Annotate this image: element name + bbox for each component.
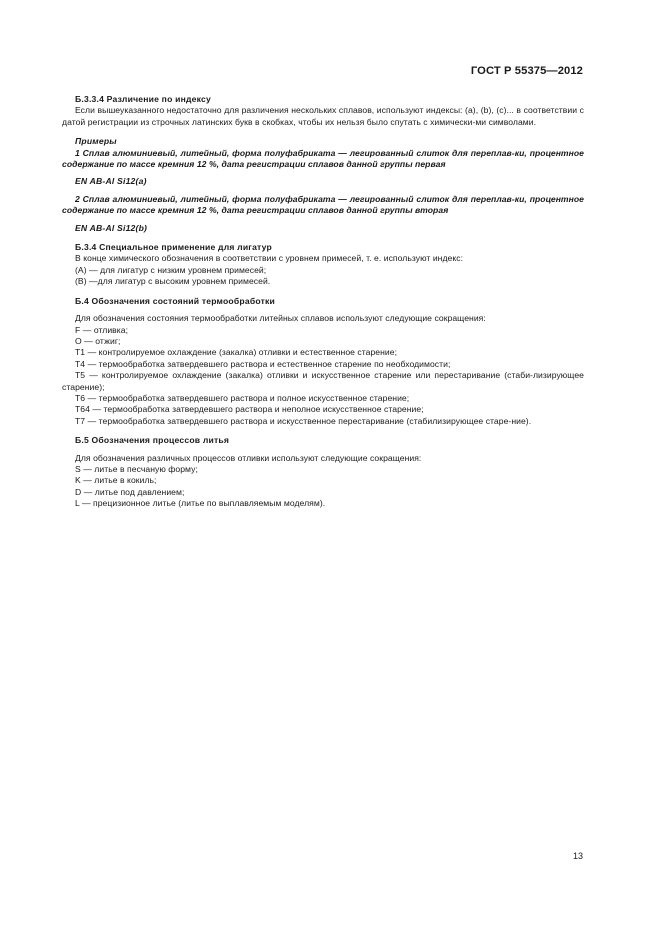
list-item: T6 — термообработка затвердевшего раствора и полное искусственное старение; xyxy=(75,392,410,403)
section-b5-intro: Для обозначения различных процессов отливки используют следующие сокращения: xyxy=(75,452,422,463)
examples-label: Примеры xyxy=(75,136,117,147)
list-item: T1 — контролируемое охлаждение (закалка) отливки и естественное старение; xyxy=(75,347,398,358)
section-b4-intro: Для обозначения состояния термообработки литейных сплавов используют следующие сокращения: xyxy=(75,313,486,324)
list-item: T64 — термообработка затвердевшего раствора и неполное искусственное старение; xyxy=(75,404,424,415)
section-b34-intro: В конце химического обозначения в соответствии с уровнем примесей, т. е. используют индекс: xyxy=(75,253,464,264)
list-item: (A) — для лигатур с низким уровнем примесей; xyxy=(75,264,267,275)
list-item: T4 — термообработка затвердевшего раствора и естественное старение по необходимости; xyxy=(75,358,451,369)
list-item: F — отливка; xyxy=(75,324,129,335)
list-item: (B) —для лигатур с высоким уровнем примесей. xyxy=(75,276,271,287)
example-1-text: 1 Сплав алюминиевый, литейный, форма полуфабриката — легированный слиток для переплав-ки, процентное содержание по массе кремния 12 %, дата регистрации сплавов данной группы первая xyxy=(62,147,584,170)
list-item: L — прецизионное литье (литье по выплавляемым моделям). xyxy=(75,498,326,509)
standard-code-header: ГОСТ Р 55375—2012 xyxy=(470,65,583,77)
list-item: T7 — термообработка затвердевшего раствора и искусственное перестаривание (стабилизирующее старе-ние). xyxy=(75,415,532,426)
page-number: 13 xyxy=(572,851,583,861)
example-2-text: 2 Сплав алюминиевый, литейный, форма полуфабриката — легированный слиток для переплав-ки, процентное содержание по массе кремния 12 %, дата регистрации сплавов данной группы вторая xyxy=(62,193,584,216)
section-b5-title: Б.5 Обозначения процессов литья xyxy=(75,435,230,446)
example-2-code: EN AB-Al Si12(b) xyxy=(75,222,148,233)
section-b4-title: Б.4 Обозначения состояний термообработки xyxy=(75,295,275,306)
list-item: O — отжиг; xyxy=(75,335,121,346)
section-b34-title: Б.3.4 Специальное применение для лигатур xyxy=(75,242,272,253)
list-item: S — литье в песчаную форму; xyxy=(75,463,198,474)
list-item: D — литье под давлением; xyxy=(75,486,185,497)
section-b334-title: Б.3.3.4 Различение по индексу xyxy=(75,94,211,104)
example-1-code: EN AB-Al Si12(a) xyxy=(75,176,147,187)
list-item: K — литье в кокиль; xyxy=(75,475,157,486)
page-content xyxy=(62,94,584,510)
list-item: T5 — контролируемое охлаждение (закалка) отливки и искусственное старение или перестаривание (стаби-лизирующее старение); xyxy=(62,370,584,392)
section-b334-text: Если вышеуказанного недостаточно для различения нескольких сплавов, используют индексы: (a), (b), (c)... в соответствии с датой регистрации из строчных латинских букв в скобках, чтобы их нельзя было спутать с химически-ми символами. xyxy=(62,105,584,127)
